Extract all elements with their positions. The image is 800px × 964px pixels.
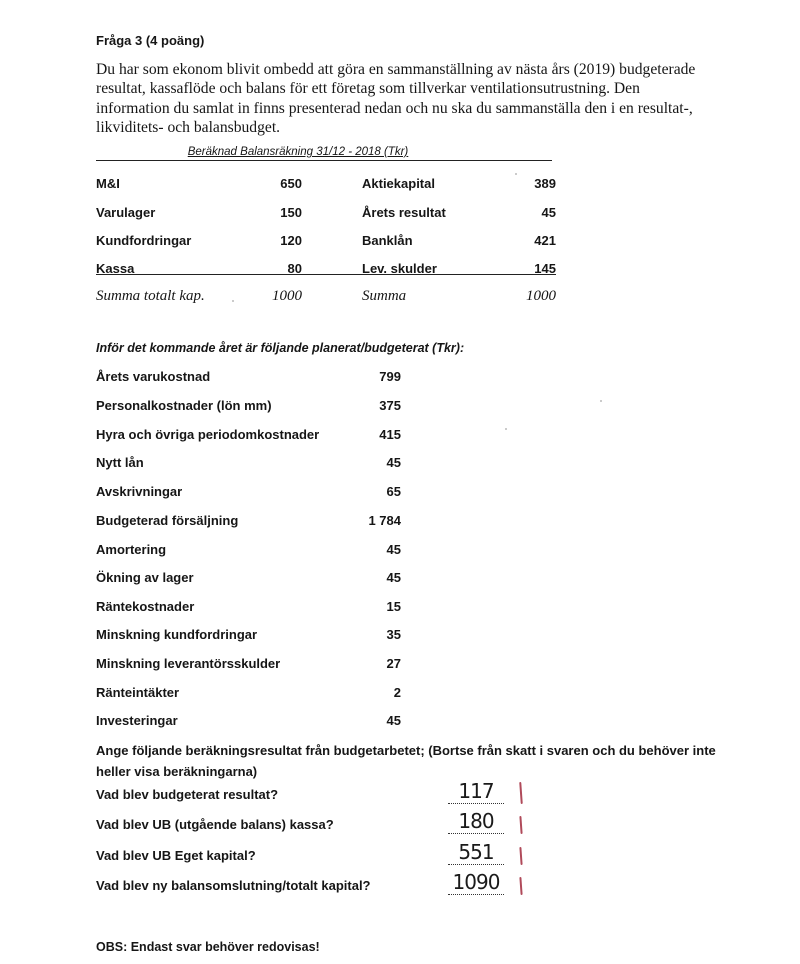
- question-intro: Du har som ekonom blivit ombedd att göra en sammanställning av nästa års (2019) budgeterade resultat, kassaflöde och balans för ett företag som tillverkar ventilationsutrustning. Den information du samlat in finns presenterad nedan och nu ska du sammanställa den i en resultat-, likviditets- och balansbudget.: [96, 61, 696, 137]
- asset-label: Kundfordringar: [96, 233, 192, 248]
- scan-speck: [232, 300, 234, 302]
- planned-label: Investeringar: [96, 713, 178, 728]
- scan-speck: [505, 428, 507, 430]
- planned-label: Amortering: [96, 542, 167, 557]
- question-row: [96, 810, 556, 834]
- planned-value: 415: [379, 427, 401, 442]
- planned-label: Årets varukostnad: [96, 369, 211, 384]
- question-text: Vad blev UB Eget kapital?: [96, 848, 256, 863]
- balance-row: [96, 205, 556, 225]
- asset-label: M&I: [96, 176, 120, 191]
- planned-item: [96, 427, 401, 447]
- planned-value: 35: [386, 627, 401, 642]
- planned-item: [96, 455, 401, 475]
- balance-sheet-title: Beräknad Balansräkning 31/12 - 2018 (Tkr): [187, 146, 409, 158]
- planned-item: [96, 713, 401, 733]
- liability-label: Årets resultat: [362, 205, 446, 220]
- planned-value: 2: [393, 685, 401, 700]
- planned-item: [96, 627, 401, 647]
- planned-item: [96, 570, 401, 590]
- answer-field[interactable]: 117: [448, 779, 504, 804]
- scan-speck: [515, 173, 517, 175]
- liability-label: Banklån: [362, 233, 413, 248]
- planned-title: Inför det kommande året är följande planerat/budgeterat (Tkr):: [96, 341, 465, 355]
- planned-item: [96, 369, 401, 389]
- planned-item: [96, 542, 401, 562]
- planned-value: 45: [386, 455, 401, 470]
- question-text: Vad blev UB (utgående balans) kassa?: [96, 817, 334, 832]
- total-divider: [96, 274, 556, 275]
- asset-total-value: 1000: [272, 288, 302, 304]
- liability-label: Aktiekapital: [362, 176, 435, 191]
- asset-value: 150: [280, 205, 302, 220]
- answer-field[interactable]: 1090: [448, 870, 504, 895]
- balance-sheet-header: [96, 146, 552, 161]
- planned-label: Minskning leverantörsskulder: [96, 656, 281, 671]
- scan-speck: [600, 400, 602, 402]
- planned-item: [96, 484, 401, 504]
- liability-total-label: Summa: [362, 288, 407, 304]
- question-row: [96, 871, 556, 895]
- planned-item: [96, 599, 401, 619]
- asset-label: Kassa: [96, 261, 135, 276]
- planned-label: Nytt lån: [96, 455, 144, 470]
- question-row: [96, 841, 556, 865]
- planned-value: 45: [386, 713, 401, 728]
- asset-value: 120: [280, 233, 302, 248]
- liability-label: Lev. skulder: [362, 261, 437, 276]
- planned-value: 45: [386, 570, 401, 585]
- grading-mark-icon: [519, 847, 522, 865]
- liability-value: 421: [534, 233, 556, 248]
- question-row: [96, 780, 556, 804]
- balance-total-row: [96, 288, 556, 308]
- planned-item: [96, 656, 401, 676]
- question-title: Fråga 3 (4 poäng): [96, 33, 205, 48]
- planned-label: Minskning kundfordringar: [96, 627, 258, 642]
- answer-field[interactable]: 551: [448, 840, 504, 865]
- grading-mark-icon: [519, 782, 523, 804]
- asset-value: 80: [287, 261, 302, 276]
- question-text: Vad blev budgeterat resultat?: [96, 787, 279, 802]
- asset-label: Varulager: [96, 205, 156, 220]
- planned-label: Budgeterad försäljning: [96, 513, 239, 528]
- balance-row: [96, 233, 556, 253]
- planned-label: Personalkostnader (lön mm): [96, 398, 272, 413]
- planned-label: Räntekostnader: [96, 599, 195, 614]
- answer-instructions: Ange följande beräkningsresultat från budgetarbetet; (Bortse från skatt i svaren och du behöver inte heller visa beräkningarna): [96, 743, 716, 779]
- planned-value: 27: [386, 656, 401, 671]
- asset-total-label: Summa totalt kap.: [96, 288, 205, 304]
- liability-value: 389: [534, 176, 556, 191]
- grading-mark-icon: [519, 816, 522, 834]
- liability-value: 45: [541, 205, 556, 220]
- planned-value: 375: [379, 398, 401, 413]
- planned-value: 65: [386, 484, 401, 499]
- planned-label: Avskrivningar: [96, 484, 183, 499]
- planned-value: 15: [386, 599, 401, 614]
- planned-label: Hyra och övriga periodomkostnader: [96, 427, 320, 442]
- planned-item: [96, 685, 401, 705]
- balance-row: [96, 176, 556, 196]
- question-text: Vad blev ny balansomslutning/totalt kapital?: [96, 878, 371, 893]
- balance-row: [96, 261, 556, 281]
- planned-label: Ökning av lager: [96, 570, 194, 585]
- liability-value: 145: [534, 261, 556, 276]
- asset-value: 650: [280, 176, 302, 191]
- planned-label: Ränteintäkter: [96, 685, 180, 700]
- grading-mark-icon: [519, 877, 522, 895]
- planned-item: [96, 398, 401, 418]
- answer-field[interactable]: 180: [448, 809, 504, 834]
- footer-note: OBS: Endast svar behöver redovisas!: [96, 940, 320, 954]
- planned-value: 799: [379, 369, 401, 384]
- liability-total-value: 1000: [526, 288, 556, 304]
- planned-item: [96, 513, 401, 533]
- planned-value: 1 784: [368, 513, 401, 528]
- planned-value: 45: [386, 542, 401, 557]
